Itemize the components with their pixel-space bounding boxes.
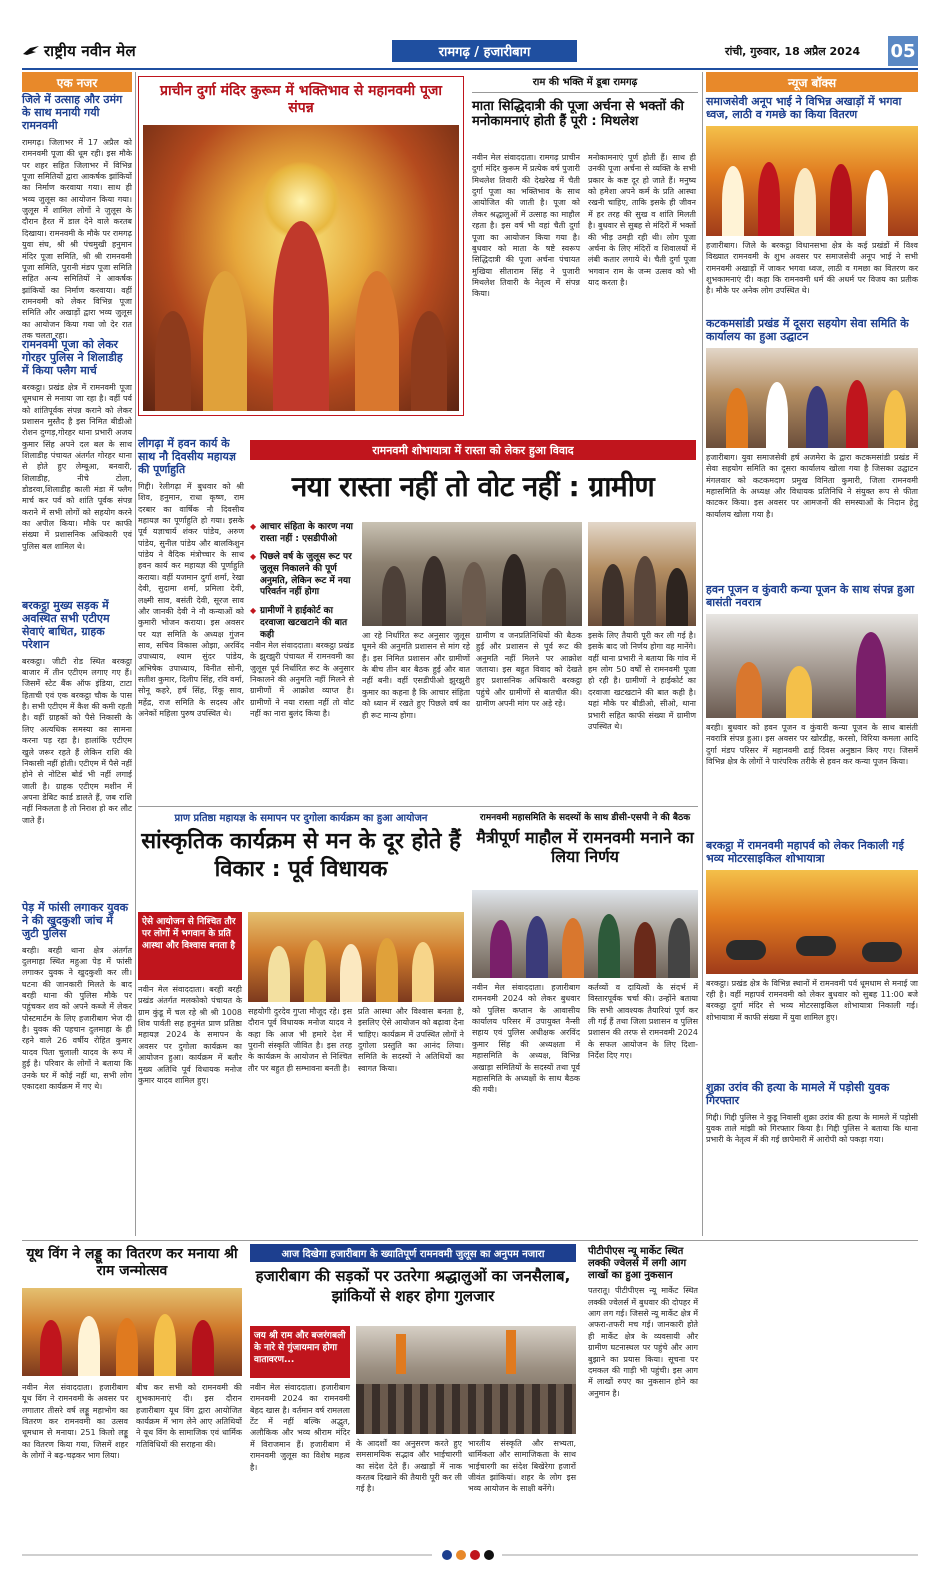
motorcycle-rally-photo [706, 870, 918, 974]
person-shape [766, 382, 788, 448]
story-body: ग्रामीण व जनप्रतिनिधियों की बैठक हुई और प्रशासन से पूर्व रूट की अनुमति नहीं मिलने पर आक्रोश जताया। इस बहुत विवाद को देखते हुए प्रशासनिक अधिकारी बरकट्ठा पहुंचे और ग्रामीणों से बातचीत की। ग्रामीण अपनी मांग पर अड़े रहे। [476, 631, 582, 709]
fire-story [588, 1246, 698, 1544]
person-shape [806, 386, 828, 448]
person-shape [526, 916, 548, 978]
news-headline: कटकमसांडी प्रखंड में दूसरा सहयोग सेवा समिति के कार्यालय का हुआ उद्घाटन [706, 316, 909, 343]
flag-shape [396, 1334, 406, 1374]
story-body: प्रति आस्था और विश्वास बनता है, इसलिए ऐसे आयोजन को बढ़ावा देना चाहिए। कार्यक्रम में उपस्थित लोगों ने दुगोला प्रस्तुति का आनंद लिया। समिति के सदस्यों ने अतिथियों का स्वागत किया। [358, 1007, 464, 1073]
story-body: मनोकामनाएं पूर्ण होती हैं। साथ ही उनकी पूजा अर्चना से व्यक्ति के सभी प्रकार के कष्ट दूर हो जाते हैं। मनुष्य को हमेशा अपने कर्म के प्रति आस्था रखनी चाहिए, ताकि इसके ही जीवन में हर तरह की सुख व शांति मिलती है। बुधवार से सुबह से मंदिरों में भक्तों की भीड़ उमड़ी रही थी। लोग पूजा अर्चना के लिए मंदिरों व शिवालयों में लंबी कतार लगाये थे। चैती दुर्गा पूजा भगवान राम के जन्म उत्सव को भी याद करता है। [588, 153, 696, 287]
news-box-column [706, 96, 918, 1236]
person-shape [502, 554, 526, 626]
story-body: इसके लिए तैयारी पूरी कर ली गई है। इसके बाद जो निर्णय होगा वह मानेंगे। वहीं थाना प्रभारी ने बताया कि गांव में हम लोग 50 वर्षों से रामनवमी पूजा हो रही है। ग्रामीणों ने हाईकोर्ट का दरवाजा खटखटाने की बात कही है। यहां मौके पर बीडीओ, सीओ, थाना प्रभारी सहित काफी संख्या में ग्रामीण उपस्थित थे। [588, 631, 696, 731]
bullet-point: ◆ पिछले वर्ष के जुलूस रूट पर जुलूस निकालने की पूर्ण अनुमति, लेकिन रूट में नया परिवर्तन नहीं होगा [250, 552, 354, 599]
siddhidatri-story [472, 72, 698, 428]
laddu-distribution-photo [22, 1288, 242, 1376]
yagya-story [138, 438, 244, 798]
news-headline: बरकट्ठा में रामनवमी महापर्व को लेकर निकाली गई भव्य मोटरसाइकिल शोभायात्रा [706, 838, 904, 865]
youth-headline: यूथ विंग ने लड्डू का वितरण कर मनाया श्री राम जन्मोत्सव [26, 1246, 238, 1279]
person-shape [154, 1314, 176, 1376]
footer-line [502, 1554, 918, 1556]
brief-headline: बरकट्ठा मुख्य सड़क में अवस्थित सभी एटीएम सेवाएं बाधित, ग्राहक परेशान [22, 598, 110, 651]
brief-item [22, 339, 132, 594]
kanya-pujan-photo [706, 614, 918, 718]
office-inauguration-photo [706, 348, 918, 448]
news-box-tab: न्यूज बॉक्स [706, 72, 918, 92]
brief-body: बरकट्ठा। जीटी रोड स्थित बरकट्ठा बाजार में तीन एटीएम लगाए गए हैं। जिसमें स्टेट बैंक ऑफ इंडिया, टाटा हिताची एवं एक बरकट्ठा चौक के पास है। सभी एटीएम में कैश की कमी रहती है। वहीं ग्राहकों को पैसे निकासी के लिए अत्यधिक समस्या का सामना करना पड़ रहा है। हालांकि एटीएम खुले जरूर रहते हैं लेकिन राशि की निकासी नहीं होती। एटीएम में पैसे नहीं होने से नोटिस बोर्ड भी नहीं लगाई जाती है। ग्राहक एटीएम मशीन में अपना डेबिट कार्ड डालते हैं, जब राशि नहीं निकलता है तो निराश हो कर लौट जाते हैं। [22, 656, 132, 825]
person-shape [268, 946, 290, 1002]
person-shape [668, 918, 690, 978]
story-body: आ रहे निर्धारित रूट अनुसार जुलूस घूमने की अनुमति प्रशासन से मांग रहे हैं। इस निमित प्रशासन और ग्रामीणों के बीच तीन बार बैठक हुई और बात नहीं बनी। वहीं एसडीपीओ झुरझुरी कुमार का कहना है कि आचार संहिता को ध्यान में रखते हुए पिछले वर्ष का ही रूट मान्य होगा। [362, 631, 470, 720]
villagers-photo [588, 522, 696, 626]
procession-headline: हजारीबाग की सड़कों पर उतरेगा श्रद्धालुओं का जनसैलाब, झांकियों से शहर होगा गुलजार [255, 1267, 571, 1306]
story-body: नवीन मेल संवाददाता। हजारीबाग रामनवमी 2024 का रामनवमी बेहद खास है। वर्तमान वर्ष रामलला टेंट में नहीं बल्कि अद्भुत, अलौकिक और भव्य श्रीराम मंदिर में विराजमान हैं। हजारीबाग में रामनवमी जुलूस का विशेष महत्व है। [250, 1383, 350, 1472]
person-shape [376, 938, 398, 1002]
idol-figure [155, 311, 191, 411]
person-shape [602, 564, 624, 626]
footer-dot [484, 1550, 494, 1560]
cultural-kicker: प्राण प्रतिष्ठा महायज्ञ के समापन पर दुगोला कार्यक्रम का हुआ आयोजन [174, 813, 428, 824]
stage-event-photo [248, 912, 464, 1002]
brief-item [22, 600, 132, 896]
person-shape [884, 390, 906, 448]
person-shape [758, 162, 780, 236]
cultural-headline: सांस्कृतिक कार्यक्रम से मन के दूर होते हैं विकार : पूर्व विधायक [141, 829, 461, 882]
section-divider [138, 806, 698, 807]
flag-shape [506, 1330, 516, 1374]
youth-wing-story [22, 1246, 242, 1544]
motorcycle-shape [796, 936, 836, 956]
pull-quote: ऐसे आयोजन से निश्चित तौर पर लोगों में भगवान के प्रति आस्था और विश्वास बनता है [138, 912, 242, 980]
idol-figure [411, 311, 447, 411]
person-shape [462, 562, 486, 626]
person-shape [830, 164, 852, 236]
page-number: 05 [888, 36, 918, 66]
fire-headline: पीटीपीएस न्यू मार्केट स्थित लक्की ज्वेलर्स में लगी आग लाखों का हुआ नुकसान [588, 1246, 687, 1281]
vote-story [250, 464, 696, 804]
story-body: नवीन मेल संवाददाता। रामगढ़ प्राचीन दुर्गा मंदिर कुरूम में प्रत्येक वर्ष पुजारी मिथलेश तिवारी की देखरेख में चैती दुर्गा पूजा का भक्तिभाव के साथ आयोजित की जाती है। पूजा को लेकर श्रद्धालुओं में उत्साह का माहौल रहता है। इस वर्ष भी वहां चैती दुर्गा पूजा का आयोजन किया गया है। बुधवार को माता के षष्टे स्वरूप सिद्धिदात्री की पूजा अर्चना पंचायत मुखिया सीताराम सिंह ने पुजारी मिथलेश तिवारी के नेतृत्व में संपन्न किया। [472, 153, 580, 299]
motorcycle-shape [862, 942, 902, 962]
person-shape [412, 942, 434, 1002]
masthead [22, 36, 918, 66]
ek-nazar-column [22, 94, 132, 1236]
person-shape [786, 666, 812, 718]
story-body: गिद्दी। रेलीगढ़ा में बुधवार को श्री शिव, हनुमान, राधा कृष्ण, राम दरबार का वार्षिक नौ दिवसीय महायज्ञ का पूर्णाहुति हो गया। इसके पूर्व यज्ञाचार्य शंकर पांडेय, अरुण पांडेय, सुनील पांडेय और बालकिशुन पांडेय ने वैदिक मंत्रोच्चार के साथ हवन कार्य कर महायज्ञ की पूर्णाहुति कराया। वहीं यजमान दुर्गा शर्मा, रेखा देवी, सुदामा शर्मा, प्रमिला देवी, लक्ष्मी साव, बसंती देवी, सूरज साव और जानकी देवी ने नौ कन्याओं को कुमारी भोजन कराया। इस अवसर पर यज्ञ समिति के अध्यक्ष गुंजन साव, सचिव विकास ओझा, अरविंद उपाध्याय, श्याम सुंदर पांडेय, अभिषेक उपाध्याय, विनीत सोनी, सतीश कुमार, दिलीप सिंह, रवि वर्मा, सोनू कहरे, हर्ष सिंह, रिंकू साव, महेंद्र, राज समिति के सदस्य और अनेकों महिला पुरुष उपस्थित थे। [138, 481, 244, 719]
news-headline: समाजसेवी अनूप भाई ने विभिन्न अखाड़ों में भगवा ध्वज, लाठी व गमछे का किया वितरण [706, 95, 902, 121]
brief-headline: पेड़ में फांसी लगाकर युवक ने की खुदकुशी जांच में जुटी पुलिस [22, 900, 129, 940]
idol-figure [203, 271, 247, 411]
bullet-point: ◆ आचार संहिता के कारण नया रास्ता नहीं : एसडीपीओ [250, 522, 354, 545]
person-shape [722, 166, 744, 236]
person-shape [40, 1320, 62, 1376]
person-shape [78, 1316, 100, 1376]
procession-banner: आज दिखेगा हजारीबाग के ख्यातिपूर्ण रामनवमी जुलूस का अनुपम नजारा [250, 1244, 576, 1262]
brief-body: बरकट्ठा। प्रखंड क्षेत्र में रामनवमी पूजा धूमधाम से मनाया जा रहा है। वहीं पर्व को शांतिपूर्वक संपन्न कराने को लेकर प्रशासन मुस्तैद है इस निमित बीडीओ रोशन दुग्गड़,गोरहर थाना प्रभारी अजय कुमार सिंह अपने दल बल के साथ शिलाडीह पंचायत अंतर्गत गोरहर थाना से होते हुए लेम्बूआ, बनवारी, शिलाडीह, नीचे टोला, डोडरवा,शिलाडीह काली मंडा में फ्लैग मार्च कर पर्व को शांति पूर्वक संपन्न कराने में सभी लोगों को सहयोग करने का अपील किया। मौके पर काफी संख्या में प्रशासनिक अधिकारी एवं पुलिस बल शामिल थे। [22, 382, 132, 551]
brief-item [22, 902, 132, 1165]
meeting-kicker: रामनवमी महासमिति के सदस्यों के साथ डीसी-एसपी ने की बैठक [479, 813, 691, 823]
motorcycle-shape [726, 940, 766, 960]
kicker: राम की भक्ति में डूबा रामगढ़ [472, 72, 698, 93]
section-title: रामगढ़ / हजारीबाग [392, 40, 577, 62]
person-shape [192, 1320, 214, 1376]
newspaper-name: राष्ट्रीय नवीन मेल [44, 42, 136, 60]
durga-headline: प्राचीन दुर्गा मंदिर कुरूम में भक्तिभाव से महानवमी पूजा संपन्न [160, 83, 442, 116]
story-body: नवीन मेल संवाददाता। हजारीबाग रामनवमी 2024 को लेकर बुधवार को पुलिस कप्तान के आवासीय कार्यालय परिसर में उपायुक्त नैन्सी सहाय एवं पुलिस अधीक्षक अरविंद कुमार सिंह की अध्यक्षता में महासमिति के अध्यक्ष, विभिन्न अखाड़ा समितियों के सदस्यों तथा पूर्व महासमिति के अध्यक्षों के साथ बैठक की गयी। [472, 983, 580, 1095]
story-body: पतरातू। पीटीपीएस न्यू मार्केट स्थित लक्की ज्वेलर्स में बुधवार की दोपहर में आग लग गई। जिससे न्यू मार्केट क्षेत्र में अफरा-तफरी मच गई। जानकारी होते ही मार्केट क्षेत्र के व्यवसायी और ग्रामीण घटनास्थल पर पहुंचे और आग बुझाने का प्रयास किया। सूचना पर दमकल की गाड़ी भी पहुंची। इस आग में लाखों रुपए का नुकसान होने का अनुमान है। [588, 1286, 698, 1398]
meeting-story [472, 810, 698, 1095]
person-shape [794, 168, 816, 236]
villagers-photo [362, 522, 582, 626]
person-shape [856, 632, 886, 718]
idol-figure [273, 221, 329, 411]
bullet-point: ◆ ग्रामीणों ने हाईकोर्ट का दरवाजा खटखटाने की बात कही [250, 606, 354, 641]
person-shape [340, 944, 362, 1002]
person-shape [422, 556, 446, 626]
durga-story [138, 76, 464, 416]
person-shape [598, 914, 620, 978]
issue-date: रांची, गुरुवार, 18 अप्रैल 2024 [725, 45, 861, 58]
story-body: के आदर्शों का अनुसरण करते हुए समसामयिक सद्भाव और भाईचारगी का संदेश देते हैं। अखाड़ों में नाक करतब दिखाने की तैयारी पूरी कर ली गई है। [356, 1439, 462, 1494]
news-body: बरकट्ठा। प्रखंड क्षेत्र के विभिन्न स्थानों में रामनवमी पर्व धूमधाम से मनाई जा रही है। वहीं महापर्व रामनवमी को लेकर बुधवार को सुबह 11:00 बजे बरकट्ठा दुर्गा मंदिर से भव्य मोटरसाइकिल शोभायात्रा निकाली गई। शोभायात्रा में काफी संख्या में युवा शामिल हुए। [706, 978, 918, 1022]
story-body: भारतीय संस्कृति और सभ्यता, धार्मिकता और सामाजिकता के साथ भाईचारगी का संदेश बिखेरेगा हजारों जीवंत झांकियां। शहर के लोग इस भव्य आयोजन के साक्षी बनेंगे। [468, 1439, 576, 1494]
story-body: कर्तव्यों व दायित्वों के संदर्भ में विस्तारपूर्वक चर्चा की। उन्होंने बताया कि सभी आवश्यक तैयारियां पूर्ण कर ली गई हैं तथा जिला प्रशासन व पुलिस प्रशासन की तरफ से रामनवमी 2024 के सफल आयोजन के लिए दिशा-निर्देश दिए गए। [588, 983, 698, 1061]
person-shape [666, 568, 688, 626]
footer-dot [470, 1550, 480, 1560]
story-body: नवीन मेल संवाददाता। हजारीबाग यूथ विंग ने रामनवमी के अवसर पर लगातार तीसरे वर्ष लड्डू महाभोग का वितरण कर रामनवमी का उत्सव धूमधाम से मनाया। 251 किलो लड्डू का वितरण किया गया, जिसमें शहर के लोगों ने बढ़-चढ़कर भाग लिया। [22, 1383, 128, 1461]
ek-nazar-tab: एक नजर [22, 72, 132, 92]
durga-idol-photo [143, 125, 459, 411]
footer-color-bar [22, 1550, 918, 1560]
person-shape [562, 918, 584, 978]
person-shape [116, 1318, 138, 1376]
story-body: नवीन मेल संवाददाता। बरकट्ठा प्रखंड के झुरझुरी पंचायत में रामनवमी का जुलूस पूर्व निर्धारित रूट के अनुसार निकालने की अनुमति नहीं मिलने से ग्रामीणों में आक्रोश व्याप्त है। ग्रामीणों ने नया रास्ता नहीं तो वोट नहीं का नारा बुलंद किया है। [250, 641, 354, 719]
siddhidatri-headline: माता सिद्धिदात्री की पूजा अर्चना से भक्तों की मनोकामनाएं होती हैं पूरी : मिथलेश [472, 99, 684, 130]
masthead-divider [22, 68, 918, 70]
story-body: नवीन मेल संवाददाता। बरही बरही प्रखंड अंतर्गत मलकोको पंचायत के ग्राम कुंडू में चल रहे श्री श्री 1008 शिव पार्वती सह हनुमंत प्राण प्रतिष्ठा महायज्ञ 2024 के समापन के अवसर पर दुगोला कार्यक्रम का आयोजन हुआ। कार्यक्रम में बतौर मुख्य अतिथि पूर्व विधायक मनोज कुमार यादव शामिल हुए। [138, 985, 242, 1085]
person-shape [542, 568, 566, 626]
meeting-headline: मैत्रीपूर्ण माहौल में रामनवमी मनाने का लिया निर्णय [476, 828, 694, 866]
bird-logo-icon [22, 45, 40, 57]
person-shape [866, 170, 888, 236]
person-shape [304, 940, 326, 1002]
news-headline: शुक्रा उरांव की हत्या के मामले में पड़ोसी युवक गिरफ्तार [706, 1080, 890, 1107]
pull-quote: जय श्री राम और बजरंगबली के नारे से गुंजायमान होगा वातावरण... [250, 1326, 350, 1378]
cultural-story [138, 828, 464, 1085]
story-body: सहयोगी दुरदेव गुप्ता मौजूद रहे। इस दौरान पूर्व विधायक मनोज यादव ने कहा कि आज भी हमारे देश में पुरानी संस्कृति जीवित है। इस तरह के कार्यक्रम के आयोजन से निश्चित तौर पर बहुत ही सम्भावना बनती है। [248, 1007, 352, 1073]
procession-story [250, 1266, 576, 1544]
story-body: बीच कर सभी को रामनवमी की शुभकामनाएं दी। इस दौरान हजारीबाग यूथ विंग द्वारा आयोजित कार्यक्रम में भाग लेने आए अतिथियों ने यूथ विंग के सामाजिक एवं धार्मिक गतिविधियों की सराहना की। [136, 1383, 242, 1449]
section-divider [22, 1240, 918, 1241]
person-shape [726, 388, 748, 448]
footer-dot [442, 1550, 452, 1560]
column-divider [135, 72, 136, 1236]
vote-bullets [250, 522, 354, 648]
news-headline: हवन पूजन व कुंवारी कन्या पूजन के साथ संपन्न हुआ बासंती नवरात्र [706, 582, 915, 609]
brief-body: बरही। बरही थाना क्षेत्र अंतर्गत दुलमाहा स्थित महुआ पेड़ में फांसी लगाकर युवक ने खुदकुशी कर ली। घटना की जानकारी मिलते के बाद बरही थाना की पुलिस मौके पर पहुंचकर शव को अपने कब्जे में लेकर पोस्टमार्टम के लिए हजारीबाग भेज दी है। युवक की पहचान दुलमाहा के ही रहने वाले 26 वर्षीय रोहित कुमार यादव पिता चुलाली यादव के रूप में हुई है। परिवार के लोगों ने बताया कि उनके घर में कोई नहीं था, सभी लोग एकादशा कार्यक्रम में गए थे। [22, 945, 132, 1091]
flag-distribution-photo [706, 126, 918, 236]
news-body: गिद्दी। गिद्दी पुलिस ने कुडू निवासी शुक्रा उरांव की हत्या के मामले में पड़ोसी युवक ताले मांझी को गिरफ्तार किया है। गिद्दी पुलिस ने बताया कि थाना प्रभारी के नेतृत्व में की गई छापेमारी में आरोपी को पकड़ा गया। [706, 1112, 918, 1145]
person-shape [846, 380, 868, 448]
person-shape [382, 566, 406, 626]
meeting-photo [472, 890, 698, 978]
brief-headline: जिले में उत्साह और उमंग के साथ मनायी गयी रामनवमी [22, 93, 123, 132]
person-shape [490, 920, 512, 978]
vote-headline: नया रास्ता नहीं तो वोट नहीं : ग्रामीण [291, 470, 655, 503]
person-shape [736, 662, 762, 718]
yagya-headline: लीगढ़ा में हवन कार्य के साथ नौ दिवसीय महायज्ञ की पूर्णाहुति [138, 437, 236, 476]
column-divider [702, 72, 703, 1236]
footer-line [22, 1554, 432, 1556]
news-body: बरही। बुधवार को हवन पूजन व कुंवारी कन्या पूजन के साथ बासंती नवरात्रि संपन्न हुआ। इस अवसर पर खोरडीह, करसो, विरिया कमला आदि दुर्गा मंडप परिसर में महानवमी ढाई दिवस अनुष्ठान किए गए। जिसमें विभिन्न क्षेत्र के लोगों ने पारंपरिक तरीके से हवन कर कन्या पूजन किया। [706, 722, 918, 766]
person-shape [634, 556, 656, 626]
brief-item [22, 93, 132, 341]
brief-headline: रामनवमी पूजा को लेकर गोरहर पुलिस ने शिलाडीह में किया फ्लैग मार्च [22, 337, 123, 377]
news-body: हजारीबाग। युवा समाजसेवी हर्ष अजमेरा के द्वारा कटकमसांडी प्रखंड में सेवा सहयोग समिति का दूसरा कार्यालय खोला गया है जिसका उद्घाटन मंगलवार को कटकमदाग प्रमुख विनिता कुमारी, जिला रामनवमी महासमिति के अध्यक्ष और विधायक प्रतिनिधि ने संयुक्त रूप से फीता काटकर किया। इस अवसर पर आमजनों की समस्याओं के निदान हेतु कार्यालय खोला गया है। [706, 452, 918, 519]
idol-figure [355, 271, 399, 411]
news-body: हजारीबाग। जिले के बरकट्ठा विधानसभा क्षेत्र के कई प्रखंडों में विश्व विख्यात रामनवमी के शुभ अवसर पर समाजसेवी अनूप भाई ने सभी रामनवमी अखाड़ों में जाकर भगवा ध्वज, लाठी व गमछा का वितरण कर शुभकामनाएं दी। कहा कि रामनवमी धर्म की अधर्म पर विजय का प्रतीक है। मौके पर अनेक लोग उपस्थित थे। [706, 240, 918, 296]
person-shape [634, 922, 656, 978]
footer-dot [456, 1550, 466, 1560]
procession-crowd-photo [356, 1326, 576, 1434]
brief-body: रामगढ़। जिलाभर में 17 अप्रैल को रामनवमी पूजा की धूम रही। इस मौके पर शहर सहित जिलाभर में विभिन्न पूजा समितियों द्वारा आकर्षक झांकियों का निर्माण करवाया गया। साथ ही भव्य जुलूस का आयोजन किया गया। जुलूस में शामिल लोगों ने जुलूस के दौरान हैरत में डाल देने वाले करतब दिखाया। रामनवमी के मौके पर रामगढ़ युवा संघ, श्री श्री पंचमुखी हनुमान मंदिर पूजा समिति, श्री श्री रामनवमी पूजा समिति, पुरानी मंडप पूजा समिति सहित अन्य समितियों ने आकर्षक झांकियों का निर्माण करवाया। वहीं रामनवमी को लेकर विभिन्न पूजा समिति और अखाड़ों द्वारा भव्य जुलूस का आयोजन किया गया जो देर रात तक चलता रहा। [22, 137, 132, 341]
masthead-logo [22, 40, 136, 62]
vote-banner: रामनवमी शोभायात्रा में रास्ता को लेकर हुआ विवाद [250, 440, 696, 460]
crowd-shape [356, 1384, 576, 1434]
